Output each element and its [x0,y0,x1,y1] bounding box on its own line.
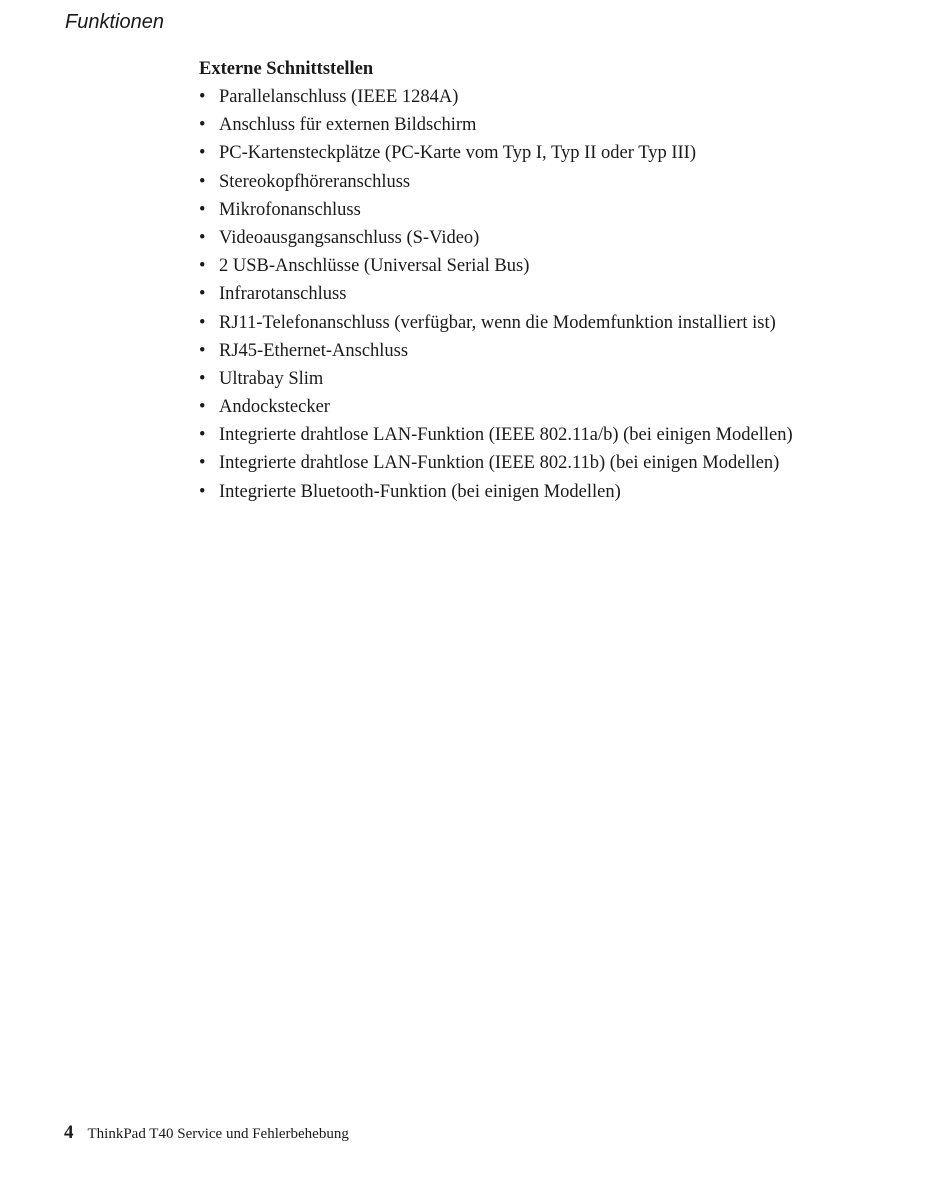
list-item [199,311,919,339]
list-item-text: Integrierte Bluetooth-Funktion (bei einigen Modellen) [219,481,621,502]
list-item-text: Parallelanschluss (IEEE 1284A) [219,87,459,107]
list-item-text: Anschluss für externen Bildschirm [219,115,477,136]
list-item-text: Videoausgangsanschluss (S-Video) [219,227,480,248]
bullet-icon: • [199,143,206,164]
bullet-icon: • [199,87,206,107]
bullet-icon: • [199,199,206,220]
bullet-icon: • [199,284,206,305]
list-item [199,395,919,423]
list-item-text: PC-Kartensteckplätze (PC-Karte vom Typ I, Typ II oder Typ III) [219,143,696,164]
running-head: Funktionen [65,11,164,33]
list-item-text: Stereokopfhöreranschluss [219,171,411,192]
list-item-text: Ultrabay Slim [219,368,324,389]
list-item-text: Andockstecker [219,397,330,418]
bullet-icon: • [199,425,206,446]
bullet-icon: • [199,115,206,136]
book-title: ThinkPad T40 Service und Fehlerbehebung [87,1126,349,1142]
list-item [199,113,919,141]
list-item [199,282,919,310]
list-item-text: RJ11-Telefonanschluss (verfügbar, wenn die Modemfunktion installiert ist) [219,312,776,333]
bullet-icon: • [199,481,206,502]
list-item [199,141,919,169]
feature-list [199,85,919,508]
list-item-text: Infrarotanschluss [219,284,347,305]
bullet-icon: • [199,340,206,361]
list-item [199,367,919,395]
bullet-icon: • [199,453,206,474]
list-item [199,451,919,479]
bullet-icon: • [199,312,206,333]
list-item [199,339,919,367]
list-item [199,226,919,254]
list-item-text: 2 USB-Anschlüsse (Universal Serial Bus) [219,256,530,277]
page-number: 4 [64,1122,74,1143]
list-item-text: Integrierte drahtlose LAN-Funktion (IEEE 802.11b) (bei einigen Modellen) [219,453,780,474]
list-item-text: Mikrofonanschluss [219,199,361,220]
list-item [199,254,919,282]
list-item [199,170,919,198]
bullet-icon: • [199,397,206,418]
list-item [199,198,919,226]
list-item-text: Integrierte drahtlose LAN-Funktion (IEEE 802.11a/b) (bei einigen Modellen) [219,425,793,446]
external-interfaces-section [199,57,919,508]
bullet-icon: • [199,256,206,277]
bullet-icon: • [199,368,206,389]
page-footer [64,1122,349,1144]
list-item [199,423,919,451]
list-item [199,480,919,508]
bullet-icon: • [199,171,206,192]
bullet-icon: • [199,227,206,248]
list-item [199,85,919,113]
section-title: Externe Schnittstellen [199,59,374,79]
list-item-text: RJ45-Ethernet-Anschluss [219,340,409,361]
